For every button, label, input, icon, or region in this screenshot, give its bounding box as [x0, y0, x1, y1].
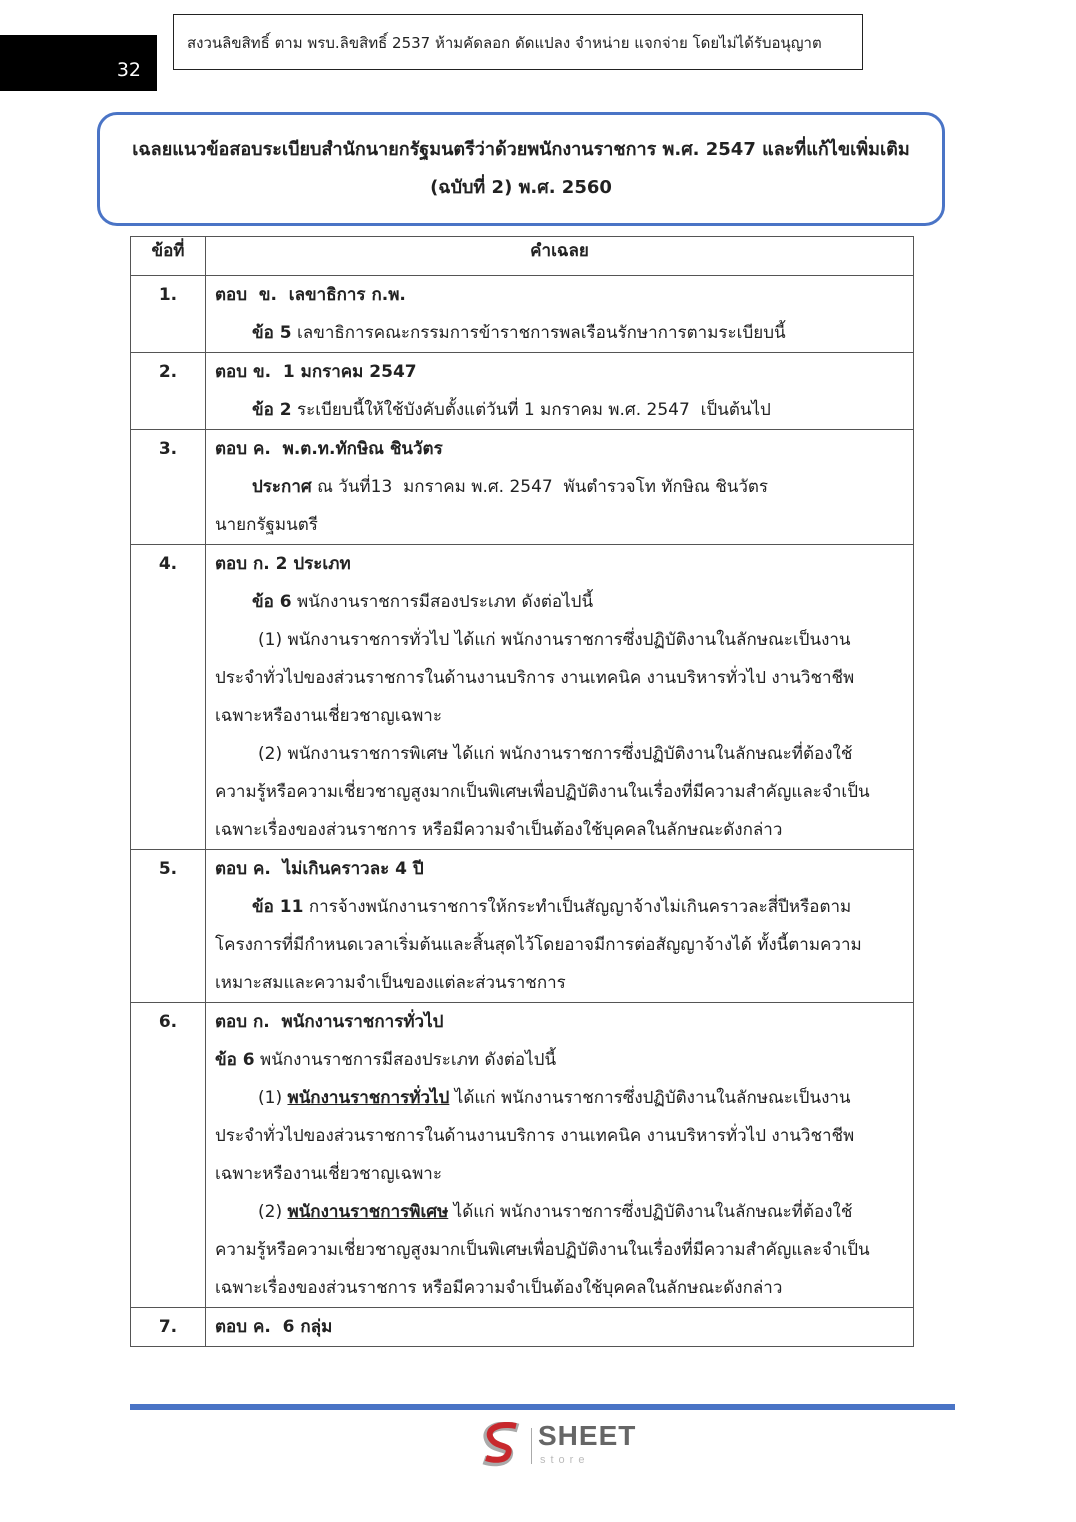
bold-text: พนักงานราชการทั่วไป	[287, 1088, 450, 1108]
answer-cell	[206, 353, 914, 430]
bold-text: ตอบ ข. 1 มกราคม 2547	[215, 362, 417, 382]
text: ประจำทั่วไปของส่วนราชการในด้านงานบริการ งานเทคนิค งานบริหารทั่วไป งานวิชาชีพ	[215, 1126, 855, 1146]
answer-cell	[206, 1003, 914, 1308]
answer-line	[206, 888, 913, 926]
text: (1)	[258, 1088, 288, 1108]
bold-text: ตอบ ก. 2 ประเภท	[215, 554, 351, 574]
answer-line	[206, 430, 913, 468]
text: เลขาธิการคณะกรรมการข้าราชการพลเรือนรักษาการตามระเบียบนี้	[291, 323, 786, 343]
answer-cell	[206, 1308, 914, 1347]
sheet-store-logo	[478, 1422, 638, 1470]
bold-text: ข้อ 6	[215, 1050, 255, 1070]
bold-text: ตอบ ข. เลขาธิการ ก.พ.	[215, 285, 406, 305]
table-row	[131, 1308, 914, 1347]
bold-text: พนักงานราชการพิเศษ	[287, 1202, 449, 1222]
title-line-1: เฉลยแนวข้อสอบระเบียบสำนักนายกรัฐมนตรีว่าด้วยพนักงานราชการ พ.ศ. 2547 และที่แก้ไขเพิ่มเติม	[132, 139, 910, 160]
bold-text: ข้อ 2	[252, 400, 292, 420]
copyright-notice: สงวนลิขสิทธิ์ ตาม พรบ.ลิขสิทธิ์ 2537 ห้ามคัดลอก ดัดแปลง จำหน่าย แจกจ่าย โดยไม่ได้รับอนุญาต	[173, 14, 863, 70]
bold-text: ประกาศ	[252, 477, 312, 497]
answer-line	[206, 276, 913, 314]
bold-text: ตอบ ก. พนักงานราชการทั่วไป	[215, 1012, 444, 1032]
logo-subtext: store	[540, 1454, 590, 1466]
answer-cell	[206, 276, 914, 353]
bold-text: ข้อ 6	[252, 592, 292, 612]
question-number: 6.	[131, 1003, 206, 1308]
bold-text: ข้อ 5	[252, 323, 292, 343]
question-number: 2.	[131, 353, 206, 430]
title-box	[97, 112, 945, 226]
text: พนักงานราชการมีสองประเภท ดังต่อไปนี้	[291, 592, 594, 612]
answer-line	[206, 1308, 913, 1346]
question-number: 7.	[131, 1308, 206, 1347]
question-number: 5.	[131, 850, 206, 1003]
answer-cell	[206, 545, 914, 850]
column-header-number: ข้อที่	[131, 237, 206, 276]
page-body	[0, 112, 1076, 1470]
title-line-2: (ฉบับที่ 2) พ.ศ. 2560	[430, 177, 612, 198]
table-row	[131, 430, 914, 545]
answer-line	[206, 583, 913, 621]
answer-line	[206, 735, 913, 773]
answer-line	[206, 773, 913, 811]
table-row	[131, 1003, 914, 1308]
answer-line	[206, 1193, 913, 1231]
table-row	[131, 276, 914, 353]
table-row	[131, 545, 914, 850]
answer-cell	[206, 850, 914, 1003]
bold-text: ตอบ ค. 6 กลุ่ม	[215, 1317, 333, 1337]
answer-line	[206, 1041, 913, 1079]
text: (2) พนักงานราชการพิเศษ ได้แก่ พนักงานราชการซึ่งปฏิบัติงานในลักษณะที่ต้องใช้	[258, 744, 853, 764]
text: ณ วันที่13 มกราคม พ.ศ. 2547 พันตำรวจโท ทักษิณ ชินวัตร	[311, 477, 769, 497]
bold-text: ข้อ 11	[252, 897, 304, 917]
text: เหมาะสมและความจำเป็นของแต่ละส่วนราชการ	[215, 973, 566, 993]
answer-line	[206, 545, 913, 583]
answer-line	[206, 811, 913, 849]
answer-line	[206, 964, 913, 1002]
text: โครงการที่มีกำหนดเวลาเริ่มต้นและสิ้นสุดไว้โดยอาจมีการต่อสัญญาจ้างได้ ทั้งนี้ตามความ	[215, 935, 862, 955]
text: ความรู้หรือความเชี่ยวชาญสูงมากเป็นพิเศษเพื่อปฏิบัติงานในเรื่องที่มีความสำคัญและจำเป็น	[215, 1240, 870, 1260]
column-header-answer: คำเฉลย	[206, 237, 914, 276]
text: (1) พนักงานราชการทั่วไป ได้แก่ พนักงานราชการซึ่งปฏิบัติงานในลักษณะเป็นงาน	[258, 630, 851, 650]
text: เฉพาะเรื่องของส่วนราชการ หรือมีความจำเป็นต้องใช้บุคคลในลักษณะดังกล่าว	[215, 1278, 783, 1298]
footer-rule	[130, 1404, 955, 1410]
bold-text: ตอบ ค. พ.ต.ท.ทักษิณ ชินวัตร	[215, 439, 443, 459]
answer-line	[206, 506, 913, 544]
logo-divider	[531, 1428, 532, 1464]
answer-line	[206, 1079, 913, 1117]
bold-text: ตอบ ค. ไม่เกินคราวละ 4 ปี	[215, 859, 424, 879]
table-row	[131, 353, 914, 430]
text: เฉพาะหรืองานเชี่ยวชาญเฉพาะ	[215, 1164, 442, 1184]
answer-line	[206, 1003, 913, 1041]
table-header-row	[131, 237, 914, 276]
text: (2)	[258, 1202, 288, 1222]
logo-s-icon	[478, 1422, 528, 1468]
text: ได้แก่ พนักงานราชการซึ่งปฏิบัติงานในลักษณะเป็นงาน	[449, 1088, 851, 1108]
page-number: 32	[116, 59, 141, 81]
question-number: 3.	[131, 430, 206, 545]
question-number: 4.	[131, 545, 206, 850]
question-number: 1.	[131, 276, 206, 353]
answer-line	[206, 314, 913, 352]
text: การจ้างพนักงานราชการให้กระทำเป็นสัญญาจ้างไม่เกินคราวละสี่ปีหรือตาม	[303, 897, 852, 917]
answer-line	[206, 353, 913, 391]
answer-line	[206, 391, 913, 429]
answer-table	[130, 236, 914, 1347]
answer-line	[206, 468, 913, 506]
text: ได้แก่ พนักงานราชการซึ่งปฏิบัติงานในลักษณะที่ต้องใช้	[448, 1202, 853, 1222]
text: เฉพาะเรื่องของส่วนราชการ หรือมีความจำเป็นต้องใช้บุคคลในลักษณะดังกล่าว	[215, 820, 783, 840]
text: ความรู้หรือความเชี่ยวชาญสูงมากเป็นพิเศษเพื่อปฏิบัติงานในเรื่องที่มีความสำคัญและจำเป็น	[215, 782, 870, 802]
text: ประจำทั่วไปของส่วนราชการในด้านงานบริการ งานเทคนิค งานบริหารทั่วไป งานวิชาชีพ	[215, 668, 855, 688]
answer-line	[206, 1117, 913, 1155]
answer-line	[206, 621, 913, 659]
answer-line	[206, 1155, 913, 1193]
page-number-box	[0, 35, 157, 91]
text: ระเบียบนี้ให้ใช้บังคับตั้งแต่วันที่ 1 มกราคม พ.ศ. 2547 เป็นต้นไป	[291, 400, 771, 420]
text: เฉพาะหรืองานเชี่ยวชาญเฉพาะ	[215, 706, 442, 726]
answer-line	[206, 659, 913, 697]
logo-text: SHEET	[538, 1420, 637, 1451]
answer-cell	[206, 430, 914, 545]
text: พนักงานราชการมีสองประเภท ดังต่อไปนี้	[254, 1050, 557, 1070]
answer-line	[206, 1231, 913, 1269]
text: นายกรัฐมนตรี	[215, 515, 318, 535]
answer-line	[206, 926, 913, 964]
answer-line	[206, 850, 913, 888]
answer-line	[206, 697, 913, 735]
table-row	[131, 850, 914, 1003]
answer-line	[206, 1269, 913, 1307]
